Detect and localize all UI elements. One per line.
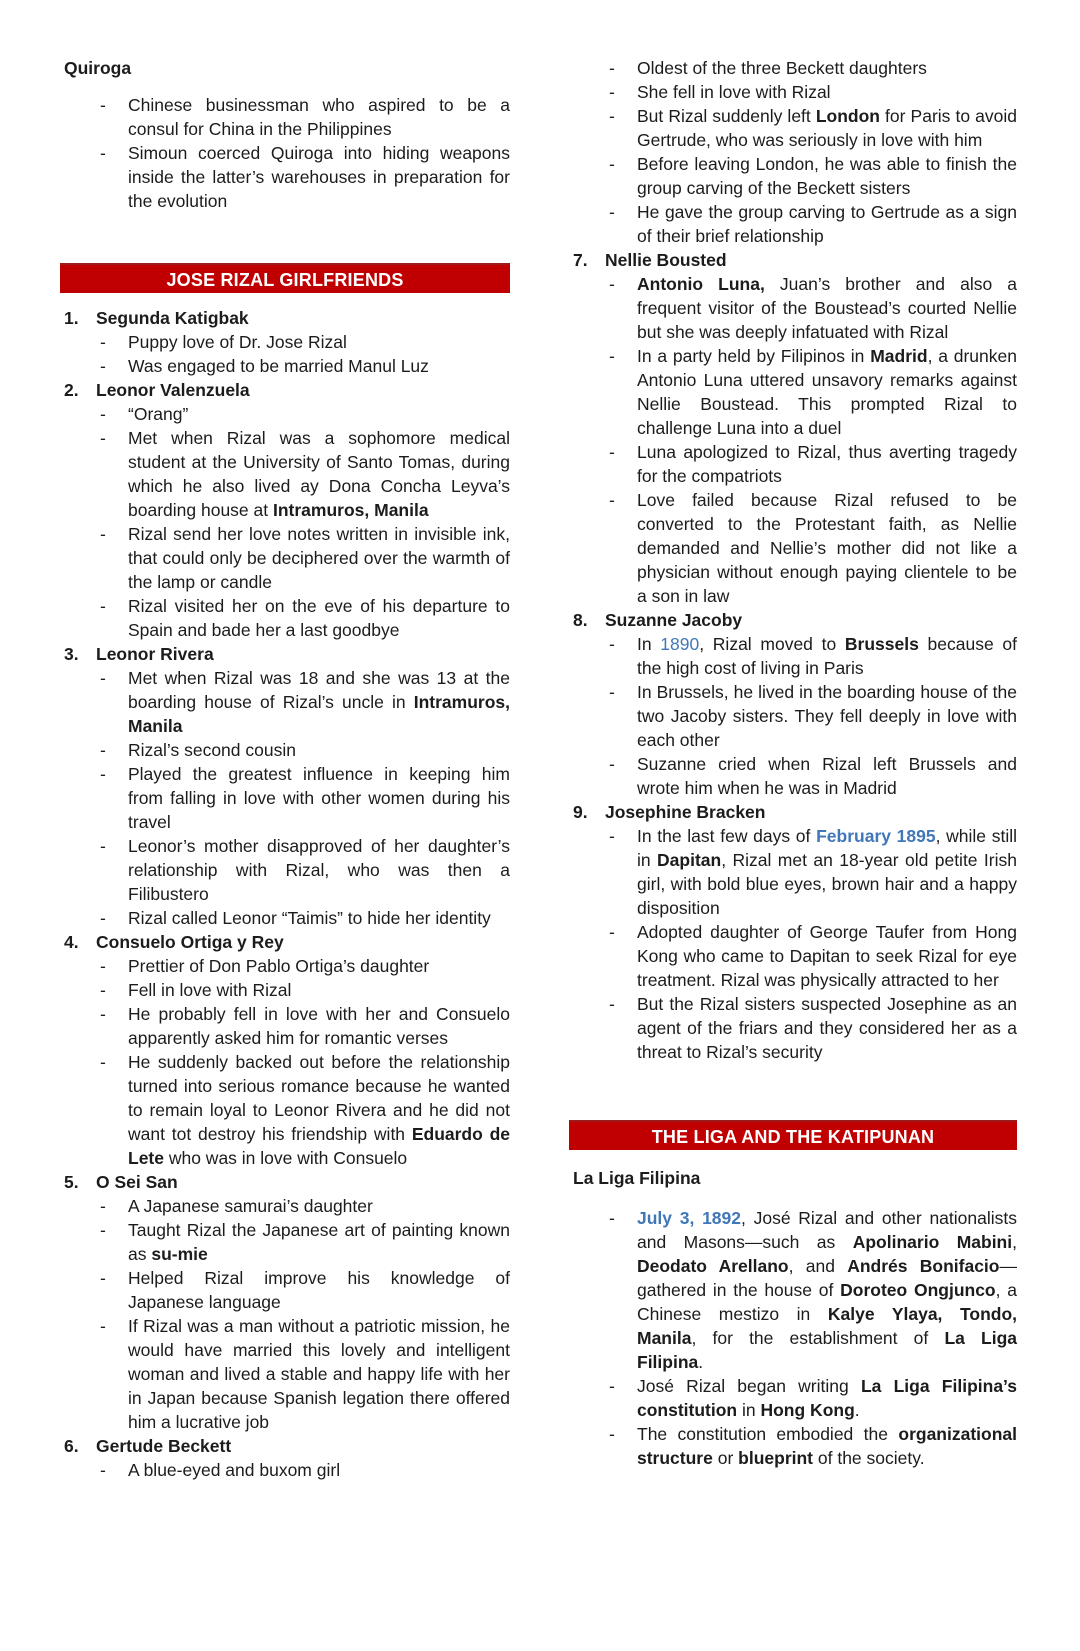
dash-bullet-icon: - — [100, 836, 106, 856]
bold-text: organizational structure — [637, 1424, 1017, 1468]
bold-text: su-mie — [151, 1244, 208, 1264]
bullet-item — [573, 152, 1017, 200]
dash-bullet-icon: - — [609, 994, 615, 1014]
text-run: , and — [788, 1256, 848, 1276]
text-run: who was in love with Consuelo — [163, 1148, 408, 1168]
text-run: , Rizal met an 18-year old petite Irish girl, with bold blue eyes, brown hair and a happy disposition — [637, 850, 1017, 918]
text-run: Juan’s brother and also a frequent visitor of the Boustead’s courted Nellie but she was deeply infatuated with Rizal — [637, 274, 1017, 342]
section-banner-label: JOSE RIZAL GIRLFRIENDS — [166, 270, 404, 290]
dash-bullet-icon: - — [100, 764, 106, 784]
bold-text: Brussels — [844, 634, 919, 654]
entry-number: 3. — [64, 644, 79, 664]
dash-bullet-icon: - — [609, 58, 615, 78]
dash-bullet-icon: - — [609, 490, 615, 510]
bullet-list — [64, 93, 510, 213]
entry-heading — [573, 800, 1017, 824]
bullet-item — [64, 1266, 510, 1314]
entry-heading — [573, 608, 1017, 632]
bullet-item — [64, 354, 510, 378]
text-run: A blue-eyed and buxom girl — [128, 1460, 341, 1480]
dash-bullet-icon: - — [100, 143, 106, 163]
text-run: If Rizal was a man without a patriotic mission, he would have married this lovely and intelligent woman and lived a stable and happy life with her in Japan because Spanish legation there offered him a lucrative job — [128, 1316, 510, 1432]
bold-text: London — [815, 106, 880, 126]
entry-number: 7. — [573, 250, 588, 270]
section-banner — [60, 263, 510, 293]
bullet-item — [64, 978, 510, 1002]
text-run: Fell in love with Rizal — [128, 980, 292, 1000]
bullet-item — [573, 752, 1017, 800]
bullet-item — [64, 426, 510, 522]
bullet-item — [64, 1002, 510, 1050]
bold-text: Hong Kong — [760, 1400, 855, 1420]
entry-name: O Sei San — [96, 1172, 178, 1192]
bullet-item — [64, 834, 510, 906]
bullet-item — [64, 666, 510, 738]
dash-bullet-icon: - — [100, 1460, 106, 1480]
entry-number: 4. — [64, 932, 79, 952]
text-run: , while still in — [637, 826, 1018, 870]
bullet-item — [64, 594, 510, 642]
bullet-item — [573, 80, 1017, 104]
dash-bullet-icon: - — [100, 980, 106, 1000]
dash-bullet-icon: - — [609, 634, 615, 654]
dash-bullet-icon: - — [100, 1196, 106, 1216]
entry-number: 9. — [573, 802, 588, 822]
dash-bullet-icon: - — [100, 908, 106, 928]
numbered-entry — [64, 642, 510, 930]
right-column — [573, 56, 1017, 1470]
text-run: Love failed because Rizal refused to be converted to the Protestant faith, as Nellie demanded and Nellie’s mother did not like a physician without enough paying clientele to be a son in law — [637, 490, 1017, 606]
dash-bullet-icon: - — [100, 668, 106, 688]
text-run: . — [698, 1352, 704, 1372]
numbered-entry — [64, 1170, 510, 1434]
text-run: Rizal send her love notes written in invisible ink, that could only be deciphered over the warmth of the lamp or candle — [128, 524, 510, 592]
text-run: , Rizal moved to — [699, 634, 845, 654]
entry-heading — [64, 930, 510, 954]
text-run: In — [637, 634, 661, 654]
dash-bullet-icon: - — [100, 596, 106, 616]
text-run: She fell in love with Rizal — [637, 82, 831, 102]
bullet-item — [64, 1218, 510, 1266]
dash-bullet-icon: - — [100, 956, 106, 976]
text-run: Oldest of the three Beckett daughters — [637, 58, 927, 78]
entry-heading — [64, 378, 510, 402]
bullet-item — [573, 488, 1017, 608]
bullet-item — [573, 824, 1017, 920]
text-run: Met when Rizal was 18 and she was 13 at the boarding house of Rizal’s uncle in — [128, 668, 510, 712]
entry-heading — [64, 306, 510, 330]
numbered-list — [64, 306, 510, 1482]
bullet-item — [573, 440, 1017, 488]
text-run: Rizal’s second cousin — [128, 740, 296, 760]
section-banner — [569, 1120, 1017, 1150]
numbered-entry — [573, 800, 1017, 1064]
dash-bullet-icon: - — [100, 404, 106, 424]
bullet-item — [64, 1314, 510, 1434]
text-run: , a drunken Antonio Luna uttered unsavory remarks against Nellie Boustead. This prompted Rizal to challenge Luna into a duel — [637, 346, 1017, 438]
text-run: in — [737, 1400, 761, 1420]
text-run: José Rizal began writing — [637, 1376, 861, 1396]
accent-date-text: July 3, 1892 — [637, 1208, 741, 1228]
entry-name: Leonor Valenzuela — [96, 380, 250, 400]
text-run: , a Chinese mestizo in — [637, 1280, 1017, 1324]
dash-bullet-icon: - — [609, 82, 615, 102]
bullet-item — [64, 141, 510, 213]
dash-bullet-icon: - — [100, 428, 106, 448]
entry-number: 1. — [64, 308, 79, 328]
text-run: Helped Rizal improve his knowledge of Japanese language — [128, 1268, 510, 1312]
bullet-item — [573, 920, 1017, 992]
entry-name: Leonor Rivera — [96, 644, 214, 664]
dash-bullet-icon: - — [609, 826, 615, 846]
text-run: , for the establishment of — [691, 1328, 945, 1348]
text-run: Was engaged to be married Manul Luz — [128, 356, 429, 376]
text-run: Adopted daughter of George Taufer from Hong Kong who came to Dapitan to seek Rizal for eye treatment. Rizal was physically attracted to her — [637, 922, 1017, 990]
dash-bullet-icon: - — [100, 95, 106, 115]
bullet-item — [573, 1374, 1017, 1422]
dash-bullet-icon: - — [609, 274, 615, 294]
entry-heading — [64, 642, 510, 666]
text-run: Rizal visited her on the eve of his departure to Spain and bade her a last goodbye — [128, 596, 510, 640]
dash-bullet-icon: - — [609, 754, 615, 774]
left-column — [64, 56, 510, 1482]
bullet-item — [64, 522, 510, 594]
text-run: The constitution embodied the — [637, 1424, 899, 1444]
bullet-item — [573, 56, 1017, 80]
text-run: . — [854, 1400, 860, 1420]
section-banner-label: THE LIGA AND THE KATIPUNAN — [651, 1127, 935, 1147]
bold-text: Apolinario Mabini — [852, 1232, 1013, 1252]
bullet-item — [573, 680, 1017, 752]
bold-text: Kalye Ylaya, Tondo, Manila — [637, 1304, 1017, 1348]
text-run: He suddenly backed out before the relationship turned into serious romance because he wanted to remain loyal to Leonor Rivera and he did not want tot destroy his friendship with — [128, 1052, 510, 1144]
text-run: He probably fell in love with her and Consuelo apparently asked him for romantic verses — [128, 1004, 510, 1048]
dash-bullet-icon: - — [100, 1220, 106, 1240]
bullet-item — [64, 93, 510, 141]
text-run: for Paris to avoid Gertrude, who was seriously in love with him — [637, 106, 1017, 150]
text-run: “Orang” — [128, 404, 189, 424]
dash-bullet-icon: - — [609, 442, 615, 462]
numbered-entry — [64, 378, 510, 642]
bold-text: Doroteo Ongjunco — [840, 1280, 996, 1300]
bold-text: blueprint — [738, 1448, 814, 1468]
bold-text: Intramuros, Manila — [272, 500, 429, 520]
text-run: Met when Rizal was a sophomore medical student at the University of Santo Tomas, during which he also lived ay Dona Concha Leyva’s boarding house at — [128, 428, 510, 520]
bullet-item — [573, 200, 1017, 248]
dash-bullet-icon: - — [100, 1052, 106, 1072]
dash-bullet-icon: - — [609, 922, 615, 942]
numbered-entry — [64, 306, 510, 378]
dash-bullet-icon: - — [609, 106, 615, 126]
bullet-item — [573, 992, 1017, 1064]
text-run: In the last few days of — [637, 826, 817, 846]
bullet-item — [64, 738, 510, 762]
text-run: But the Rizal sisters suspected Josephine as an agent of the friars and they considered her as a threat to Rizal’s security — [637, 994, 1017, 1062]
dash-bullet-icon: - — [609, 1376, 615, 1396]
text-run: Simoun coerced Quiroga into hiding weapons inside the latter’s warehouses in preparation for the evolution — [128, 143, 510, 211]
dash-bullet-icon: - — [100, 1004, 106, 1024]
bullet-item — [573, 632, 1017, 680]
text-run: or — [712, 1448, 739, 1468]
dash-bullet-icon: - — [609, 202, 615, 222]
bullet-item — [64, 1194, 510, 1218]
bullet-item — [64, 954, 510, 978]
entry-name: Nellie Bousted — [605, 250, 727, 270]
text-run: , José Rizal and other nationalists and Masons—such as — [637, 1208, 1017, 1252]
entry-name: Gertude Beckett — [96, 1436, 232, 1456]
bullet-item — [573, 344, 1017, 440]
text-run: Leonor’s mother disapproved of her daughter’s relationship with Rizal, who was then a Filibustero — [128, 836, 510, 904]
numbered-entry — [64, 930, 510, 1170]
numbered-entry — [573, 248, 1017, 608]
dash-bullet-icon: - — [100, 356, 106, 376]
text-run: Taught Rizal the Japanese art of painting known as — [128, 1220, 510, 1264]
bold-text: Eduardo de Lete — [128, 1124, 510, 1168]
entry-number: 8. — [573, 610, 588, 630]
bold-text: Deodato Arellano — [637, 1256, 789, 1276]
text-run: Rizal called Leonor “Taimis” to hide her identity — [128, 908, 491, 928]
dash-bullet-icon: - — [100, 740, 106, 760]
entry-number: 5. — [64, 1172, 79, 1192]
bold-text: Andrés Bonifacio — [847, 1256, 1000, 1276]
text-run: Puppy love of Dr. Jose Rizal — [128, 332, 347, 352]
accent-date-text: 1890 — [660, 634, 700, 654]
dash-bullet-icon: - — [100, 1316, 106, 1336]
bold-text: Dapitan — [657, 850, 722, 870]
dash-bullet-icon: - — [609, 682, 615, 702]
entry-name: Segunda Katigbak — [96, 308, 249, 328]
bullet-list — [573, 1206, 1017, 1470]
bold-text: Madrid — [870, 346, 928, 366]
text-run: because of the high cost of living in Paris — [637, 634, 1017, 678]
text-run: Suzanne cried when Rizal left Brussels and wrote him when he was in Madrid — [637, 754, 1017, 798]
dash-bullet-icon: - — [609, 1424, 615, 1444]
text-run: He gave the group carving to Gertrude as a sign of their brief relationship — [637, 202, 1017, 246]
text-run: But Rizal suddenly left — [637, 106, 816, 126]
dash-bullet-icon: - — [609, 1208, 615, 1228]
entry-heading — [64, 1434, 510, 1458]
entry-name: Josephine Bracken — [605, 802, 766, 822]
text-run: Played the greatest influence in keeping him from falling in love with other women during his travel — [128, 764, 510, 832]
bullet-item — [573, 104, 1017, 152]
numbered-entry — [64, 1434, 510, 1482]
bullet-item — [64, 1458, 510, 1482]
bold-text: La Liga Filipina — [637, 1328, 1017, 1372]
bullet-item — [64, 402, 510, 426]
entry-number: 2. — [64, 380, 79, 400]
bullet-item — [573, 272, 1017, 344]
bullet-item — [64, 330, 510, 354]
bullet-item — [64, 1050, 510, 1170]
dash-bullet-icon: - — [609, 346, 615, 366]
text-run: —gathered in the house of — [637, 1256, 1017, 1300]
bullet-item — [573, 1422, 1017, 1470]
dash-bullet-icon: - — [100, 332, 106, 352]
text-run: Before leaving London, he was able to finish the group carving of the Beckett sisters — [637, 154, 1017, 198]
text-run: In a party held by Filipinos in — [637, 346, 871, 366]
entry-name: Suzanne Jacoby — [605, 610, 743, 630]
section-heading: Quiroga — [64, 58, 132, 78]
text-run: Prettier of Don Pablo Ortiga’s daughter — [128, 956, 430, 976]
text-run: In Brussels, he lived in the boarding house of the two Jacoby sisters. They fell deeply in love with each other — [637, 682, 1017, 750]
text-run: Luna apologized to Rizal, thus averting tragedy for the compatriots — [637, 442, 1017, 486]
dash-bullet-icon: - — [100, 1268, 106, 1288]
bullet-list — [573, 56, 1017, 248]
section-heading: La Liga Filipina — [573, 1168, 701, 1188]
bullet-item — [64, 762, 510, 834]
dash-bullet-icon: - — [100, 524, 106, 544]
text-run: Chinese businessman who aspired to be a consul for China in the Philippines — [128, 95, 510, 139]
entry-name: Consuelo Ortiga y Rey — [96, 932, 284, 952]
numbered-list — [573, 248, 1017, 1064]
numbered-entry — [573, 608, 1017, 800]
bold-text: Antonio Luna, — [637, 274, 765, 294]
text-run: A Japanese samurai’s daughter — [128, 1196, 373, 1216]
accent-date-text: February 1895 — [816, 826, 936, 846]
entry-heading — [573, 248, 1017, 272]
dash-bullet-icon: - — [609, 154, 615, 174]
bullet-item — [64, 906, 510, 930]
text-run: of the society. — [813, 1448, 925, 1468]
text-run: , — [1012, 1232, 1017, 1252]
entry-number: 6. — [64, 1436, 79, 1456]
entry-heading — [64, 1170, 510, 1194]
bold-text: La Liga Filipina’s constitution — [637, 1376, 1017, 1420]
bold-text: Intramuros, Manila — [128, 692, 510, 736]
bullet-item — [573, 1206, 1017, 1374]
